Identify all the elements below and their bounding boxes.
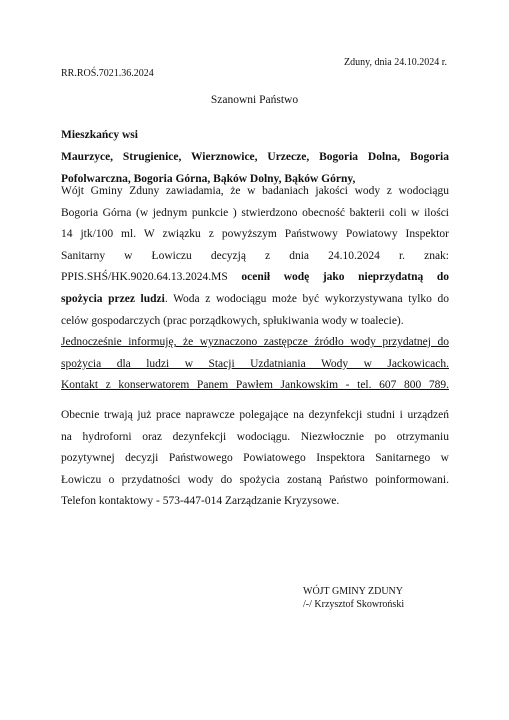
reference-number: RR.ROŚ.7021.36.2024 [61,68,154,79]
repair-line: na hydroforni oraz dezynfekcji wodociągu. Niezwłocznie po otrzymaniu [61,430,449,443]
contact-line: Kontakt z konserwatorem Panem Pawłem Jankowskim - tel. 607 800 789. [61,379,449,392]
announcement-body [61,181,449,397]
salutation: Szanowni Państwo [210,94,299,106]
decision-verdict: ocenił wodę jako nieprzydatną do [241,271,450,284]
recipients-villages-line2: Pofolwarczna, Bogoria Górna, Bąków Dolny, Bąków Górny, [61,173,356,185]
repair-info [61,405,449,513]
alt-source-line: Jednocześnie informuję, że wyznaczono zastępcze źródło wody przydatnej do [61,336,449,349]
repair-line: pozytywnej decyzji Państwowego Powiatowego Inspektora Sanitarnego w [61,452,449,465]
recipients-title: Mieszkańcy wsi [61,129,138,141]
recipients-villages-line1: Maurzyce, Strugienice, Wierznowice, Urzecze, Bogoria Dolna, Bogoria [61,151,449,163]
alt-source-line: spożycia dla ludzi w Stacji Uzdatniania Wody w Jackowicach. [61,357,449,370]
phone-line: Telefon kontaktowy - 573-447-014 Zarządzanie Kryzysowe. [61,495,340,508]
verdict-end: spożycia przez ludzi [61,292,165,305]
body-line: 14 jtk/100 ml. W związku z powyższym Państwowy Powiatowy Inspektor [61,228,449,241]
repair-line: Łowiczu o przydatności wody do spożycia zostaną Państwo poinformowani. [61,473,449,486]
body-line: celów gospodarczych (prac porządkowych, spłukiwania wody w toalecie). [61,314,404,327]
body-line: Wójt Gminy Zduny zawiadamia, że w badaniach jakości wody z wodociągu [61,185,449,197]
repair-line: Obecnie trwają już prace naprawcze polegające na dezynfekcji studni i urządzeń [61,409,449,421]
body-line: Sanitarny w Łowiczu decyzją z dnia 24.10.2024 r. znak: [61,249,449,262]
signature-name: /-/ Krzysztof Skowroński [303,599,405,610]
body-line: Bogoria Górna (w jednym punkcie ) stwierdzono obecność bakterii coli w ilości [61,206,449,219]
usage-note: . Woda z wodociągu może być wykorzystywana tylko do [164,292,450,305]
signature-title: WÓJT GMINY ZDUNY [303,586,403,597]
body-line-verdict [61,289,449,311]
decision-number: PPIS.SHŚ/HK.9020.64.13.2024.MS [61,271,242,284]
signature-block [303,585,404,611]
place-date: Zduny, dnia 24.10.2024 r. [344,57,447,68]
body-line-decision [61,267,449,289]
